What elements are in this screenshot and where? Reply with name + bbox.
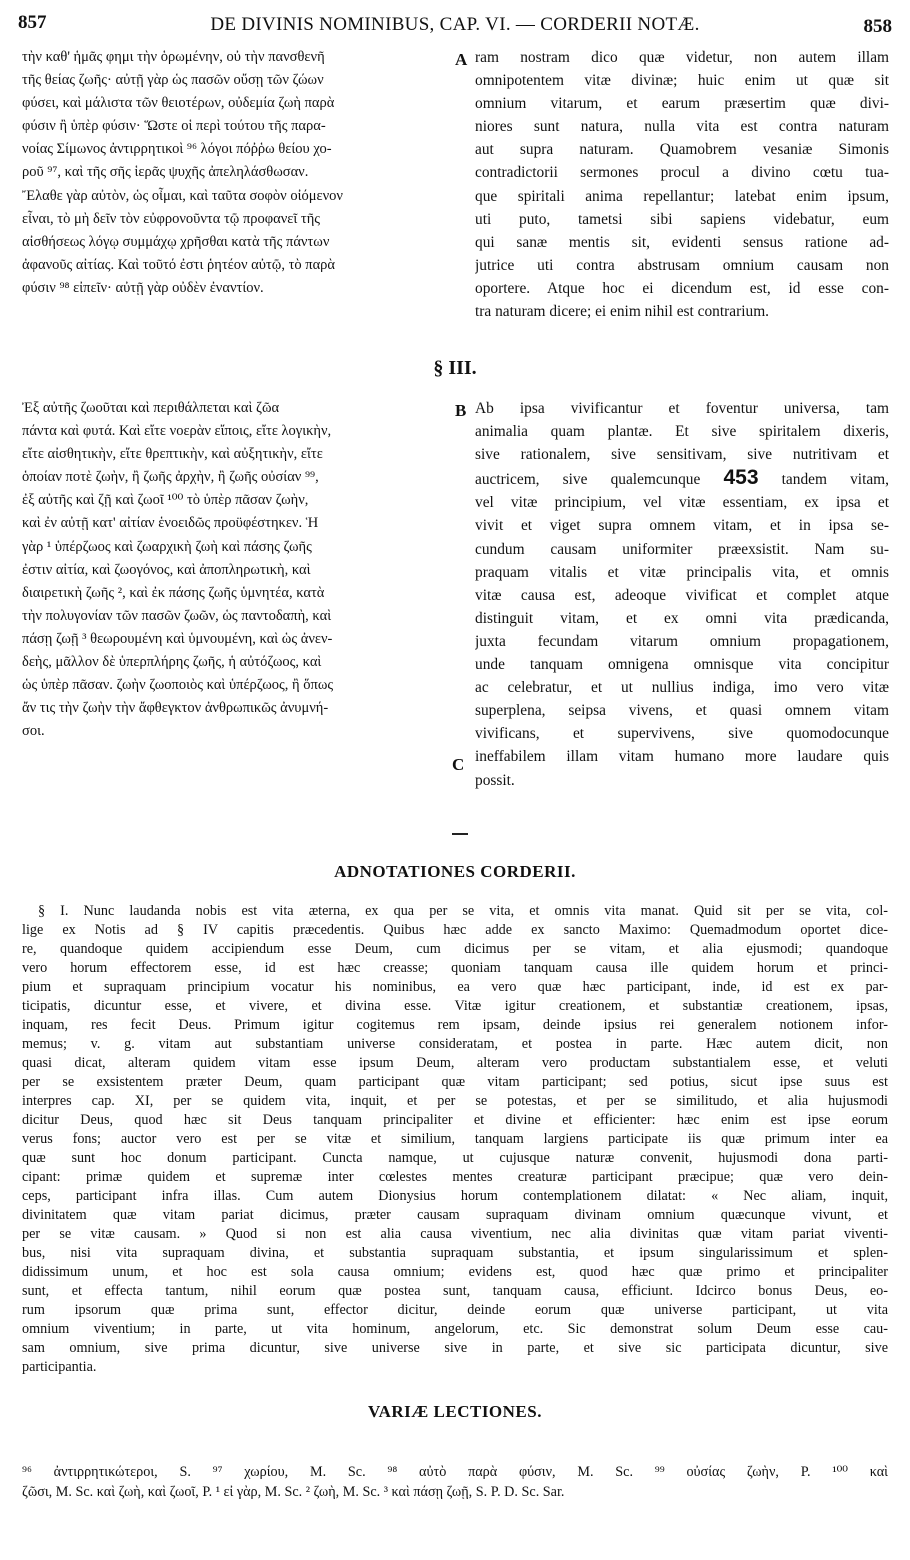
latin-line-tail: tandem vitam, xyxy=(781,471,889,489)
annotations-heading: ADNOTATIONES CORDERII. xyxy=(334,862,576,881)
greek-line: φύσιν ἢ ὑπὲρ φύσιν· Ὥστε οἱ περὶ τούτου τῆς παρα- xyxy=(22,118,326,135)
greek-line: διαιρετικὴ ζωῆς ², καὶ ἐκ πάσης ζωῆς ὑμνητέα, κατὰ xyxy=(22,584,325,601)
latin-line: superplena, seipsa vivens, et quasi omnem vitam xyxy=(475,702,889,720)
margin-marker-b: B xyxy=(455,401,467,420)
annotation-line: sam omnium, sive prima dicuntur, sive universe sive in parte, et sive sic participata dicuntur, sive xyxy=(22,1340,888,1356)
annotation-line: sunt, et effecta tantum, nihil eorum quæ postea sunt, tanquam causa, efficiunt. Idcirco bonus Deus, eo- xyxy=(22,1283,888,1299)
latin-line: vitæ causa est, adeoque vivificat et complet atque xyxy=(475,586,889,604)
greek-line: ὡς ὑπὲρ πᾶσαν. ζωὴν ζωοποιὸς καὶ ὑπέρζωος, ἢ ὅπως xyxy=(22,677,334,694)
greek-line: αἰσθήσεως λόγῳ συμμάχῳ χρῆσθαι κατὰ τῆς πάντων xyxy=(22,233,330,250)
margin-marker-a: A xyxy=(455,50,468,69)
greek-line: καὶ ἐν αὐτῇ κατ' αἰτίαν ἑνοειδῶς προϋφέστηκεν. Ἡ xyxy=(22,515,319,532)
annotation-line: participantia. xyxy=(22,1359,97,1375)
greek-line: πάντα καὶ φυτά. Καὶ εἴτε νοερὰν εἴποις, εἴτε λογικὴν, xyxy=(22,423,332,440)
latin-line: ram nostram dico quæ videtur, non autem illam xyxy=(475,49,889,66)
greek-line: ἐστιν αἰτία, καὶ ζωογόνος, καὶ ἀποπληρωτικὴ, καὶ xyxy=(22,561,311,578)
greek-line: φύσει, καὶ μάλιστα τῶν θειοτέρων, οὐδεμία ζωὴ παρὰ xyxy=(22,95,335,112)
greek-line: ροῦ ⁹⁷, καὶ τῆς σῆς ἱερᾶς ψυχῆς ἀπεληλάσθωσαν. xyxy=(22,164,309,181)
greek-line: ἐξ αὐτῆς καὶ ζῇ καὶ ζωοῖ ¹⁰⁰ τὸ ὑπὲρ πᾶσαν ζωὴν, xyxy=(22,492,309,509)
latin-column-1 xyxy=(475,46,889,323)
greek-line: φύσιν ⁹⁸ εἰπεῖν· αὐτῇ γὰρ οὐδὲν ἐναντίον. xyxy=(22,279,264,296)
annotation-line: divinitatem quæ vitam pariat dicimus, præter causam supraquam divinam omnium quæcunque vivunt, et xyxy=(22,1207,888,1223)
latin-line: sive rationalem, sive sensitivam, sive nutritivam et xyxy=(475,446,889,464)
latin-line: Ab ipsa vivificantur et foventur universa, tam xyxy=(475,400,889,417)
greek-line: νοίας Σίμωνος ἀντιρρητικοὶ ⁹⁶ λόγοι πόῤῥω θείου χο- xyxy=(22,141,332,158)
greek-line: δεὴς, μᾶλλον δὲ ὑπερπλήρης ζωῆς, ἡ αὐτόζωος, καὶ xyxy=(22,654,322,671)
annotation-line: rum ipsorum quæ prima sunt, effector dicitur, deinde eorum quæ universe participant, ut vita xyxy=(22,1302,888,1318)
variant-line: ζῶσι, M. Sc. καὶ ζωὴ, καὶ ζωοῖ, P. ¹ εἰ γὰρ, M. Sc. ² ζωὴ, M. Sc. ³ καὶ πάσῃ ζωῇ, S. P. D. Sc. Sar. xyxy=(22,1484,565,1500)
page-number-left: 857 xyxy=(18,12,47,33)
annotation-line: ticipatis, dicuntur esse, et vivere, et divina esse. Vitæ igitur creationem, et substantiæ creationem, ipsas, xyxy=(22,998,888,1014)
margin-marker-c: C xyxy=(452,755,465,774)
greek-line: τῆς θείας ζωῆς· αὐτῇ γὰρ ὡς πασῶν οὔσῃ τῶν ζώων xyxy=(22,72,324,89)
greek-line: εἶναι, τὸ μὴ δεῖν τὸν εὐφρονοῦντα τῷ προφανεῖ τῆς xyxy=(22,210,321,227)
section-heading: § III. xyxy=(433,357,477,379)
variae-lectiones-text xyxy=(22,1462,888,1502)
annotation-line: omnium viventium; in parte, ut vita hominum, angelorum, etc. Sic demonstrat solum Deum esse cau- xyxy=(22,1321,888,1337)
annotation-line: pium et supraquam principium vocatur his nominibus, ea vero quæ hæc participant, inde, id est ex par- xyxy=(22,979,888,995)
latin-line: jutrice uti contra abstrusam omnium causam non xyxy=(475,256,889,274)
annotation-line: § I. Nunc laudanda nobis est vita æterna, ex qua per se vita, et omnis vita manat. Quid sit per se vita, col- xyxy=(38,903,888,919)
variae-heading: VARIÆ LECTIONES. xyxy=(368,1402,542,1421)
annotation-line: verus fons; auctor vero est per se vitæ et similium, tanquam largiens participate iis quæ primum inter ea xyxy=(22,1131,888,1147)
greek-line: Ἐξ αὐτῆς ζωοῦται καὶ περιθάλπεται καὶ ζῶα xyxy=(22,400,280,416)
latin-line: vel vitæ principium, vel vitæ essentiam, ex ipsa et xyxy=(475,494,889,512)
greek-line: γὰρ ¹ ὑπέρζωος καὶ ζωαρχικὴ ζωὴ καὶ πάσης ζωῆς xyxy=(22,538,312,555)
latin-line: niores sunt natura, nulla vita est contra naturam xyxy=(475,118,889,136)
latin-line xyxy=(475,466,889,491)
greek-line: τὴν καθ' ἡμᾶς φημι τὴν ὁρωμένην, οὐ τὴν πανσθενῆ xyxy=(22,49,325,65)
latin-line: distinguit vitam, et ex omni vita prædicanda, xyxy=(475,609,889,627)
latin-line: vivit et viget supra omnem vitam, et in ipsa se- xyxy=(475,517,889,535)
latin-line: que spiritali anima repellantur; latebat enim ipsum, xyxy=(475,187,889,205)
latin-column-2 xyxy=(475,397,889,792)
annotation-line: quæ sunt hoc donum participant. Cuncta namque, ut cujusque naturæ convenit, hujusmodi dona parti- xyxy=(22,1150,888,1166)
latin-line: omnium vitarum, et earum præsertim quæ divi- xyxy=(475,95,889,113)
latin-line: unde tanquam omnigena omnisque vita concipitur xyxy=(475,656,889,674)
annotation-line: quasi dicat, alteram quidem vitam esse ipsum Deum, alteram vero productam substantialem esse, et veluti xyxy=(22,1055,888,1071)
latin-line: possit. xyxy=(475,771,515,789)
latin-line: oportere. Atque hoc ei dicendum est, id esse con- xyxy=(475,279,889,297)
annotation-line: re, quandoque quidem accipiendum esse Deum, cum dicimus per se vitam, et alia ejusmodi; quandoque xyxy=(22,941,888,957)
latin-line: vivificans, et supervivens, sive quomodocunque xyxy=(475,725,889,743)
greek-column-2 xyxy=(22,397,452,743)
latin-line: tra naturam dicere; ei enim nihil est contrarium. xyxy=(475,303,770,321)
latin-line: uti puto, tametsi sibi sapiens videbatur, eum xyxy=(475,210,889,228)
annotation-line: per se vitæ causam. » Quod si non est alia causa viventium, nec alia divinitas quæ vitam pariat viventi- xyxy=(22,1226,888,1242)
annotation-line: bus, nisi vita supraquam divina, et substantia supraquam substantia, et ipsum singularissimum et splen- xyxy=(22,1245,888,1261)
page-number-right: 858 xyxy=(863,16,892,37)
greek-line: ὁποίαν ποτὲ ζωὴν, ἢ ζωῆς ἀρχὴν, ἢ ζωῆς οὐσίαν ⁹⁹, xyxy=(22,469,319,486)
greek-line: πάσῃ ζωῇ ³ θεωρουμένη καὶ ὑμνουμένη, καὶ ὡς ἀνεν- xyxy=(22,630,333,647)
latin-line-head: auctricem, sive qualemcunque xyxy=(475,471,701,489)
annotation-line: cipant: primæ quidem et supremæ inter cœlestes mentes creaturæ participant præcipue; quæ vero dein- xyxy=(22,1169,888,1185)
separator-dash xyxy=(452,833,468,835)
latin-line: aut supra naturam. Quamobrem vesaniæ Simonis xyxy=(475,141,889,159)
greek-column-1 xyxy=(22,46,452,300)
column-number: 453 xyxy=(723,466,759,490)
greek-line: ἄν τις τὴν ζωὴν τὴν ἄφθεγκτον ἀνθρωπικῶς ἀνυμνή- xyxy=(22,700,329,717)
greek-line: Ἔλαθε γὰρ αὐτὸν, ὡς οἶμαι, καὶ ταῦτα σοφὸν οἰόμενον xyxy=(22,187,343,204)
annotation-line: interpres cap. XI, per se quidem vita, inquit, et per se potestas, et per se similitudo, et alia hujusmodi xyxy=(22,1093,888,1109)
latin-line: omnipotentem vitæ divinæ; huic enim ut quæ sit xyxy=(475,72,889,90)
annotation-line: memus; v. g. vitam aut substantiam universe consideratam, et postea in parte. Hæc autem dicit, non xyxy=(22,1036,888,1052)
annotation-line: lige ex Notis ad § IV capitis præcedentis. Quibus hæc adde ex sancto Maximo: Quemadmodum oportet dice- xyxy=(22,922,888,938)
greek-line: σοι. xyxy=(22,723,45,740)
annotation-line: dicitur Deus, quod hæc sit Deus tanquam principaliter et divine et efficienter: hæc enim est ipse eorum xyxy=(22,1112,888,1128)
variant-line: ⁹⁶ ἀντιρρητικώτεροι, S. ⁹⁷ χωρίου, M. Sc. ⁹⁸ αὐτὸ παρὰ φύσιν, M. Sc. ⁹⁹ οὐσίας ζωὴν, P. ¹⁰⁰ καὶ xyxy=(22,1464,888,1480)
annotation-line: ceps, participant infra illas. Cum autem Dionysius horum contemplationem dilatat: « Nec aliam, inquit, xyxy=(22,1188,888,1204)
greek-line: ἀφανοῦς αἰτίας. Καὶ τοῦτό ἐστι ῥητέον αὐτῷ, τὸ παρὰ xyxy=(22,256,336,273)
greek-line: εἴτε αἰσθητικὴν, εἴτε θρεπτικὴν, καὶ αὐξητικὴν, εἴτε xyxy=(22,446,323,463)
latin-line: ineffabilem illam vitam humano more laudare quis xyxy=(475,748,889,766)
latin-line: juxta fecundam vitarum omnium propagationem, xyxy=(475,632,889,650)
latin-line: qui sanæ mentis sit, evidenti sensus ratione ad- xyxy=(475,233,889,251)
latin-line: animalia quam plantæ. Et sive spiritalem dixeris, xyxy=(475,423,889,441)
annotations-text xyxy=(22,902,888,1377)
running-header xyxy=(18,12,892,38)
running-title: DE DIVINIS NOMINIBUS, CAP. VI. — CORDERII NOTÆ. xyxy=(210,14,700,35)
annotation-line: inquam, res fecit Deus. Primum igitur cogitemus rem ipsam, deinde ipsius rei generalem notionem infor- xyxy=(22,1017,888,1033)
latin-line: contradictorii sermones procul a divino cœtu tua- xyxy=(475,164,889,182)
annotation-line: per se exsistentem præter Deum, quam participant quæ vitam participant; sed potius, sicut ipse suus est xyxy=(22,1074,888,1090)
latin-line: cundum causam uniformiter præexsistit. Nam su- xyxy=(475,540,889,558)
annotation-line: didissimum unum, et hoc est sola causa omnium; evidens est, quod hæc quæ primo et principaliter xyxy=(22,1264,888,1280)
latin-line: ac celebratur, et ut nullius indiga, imo vero vitæ xyxy=(475,679,889,697)
latin-line: praquam vitalis et vitæ principalis vita, et omnis xyxy=(475,563,889,581)
annotation-line: vero horum effectorem esse, id est hæc creasse; quoniam tanquam causa ille quidem horum et princi- xyxy=(22,960,888,976)
greek-line: τὴν πολυγονίαν τῶν πασῶν ζωῶν, ὡς παντοδαπὴ, καὶ xyxy=(22,607,332,624)
